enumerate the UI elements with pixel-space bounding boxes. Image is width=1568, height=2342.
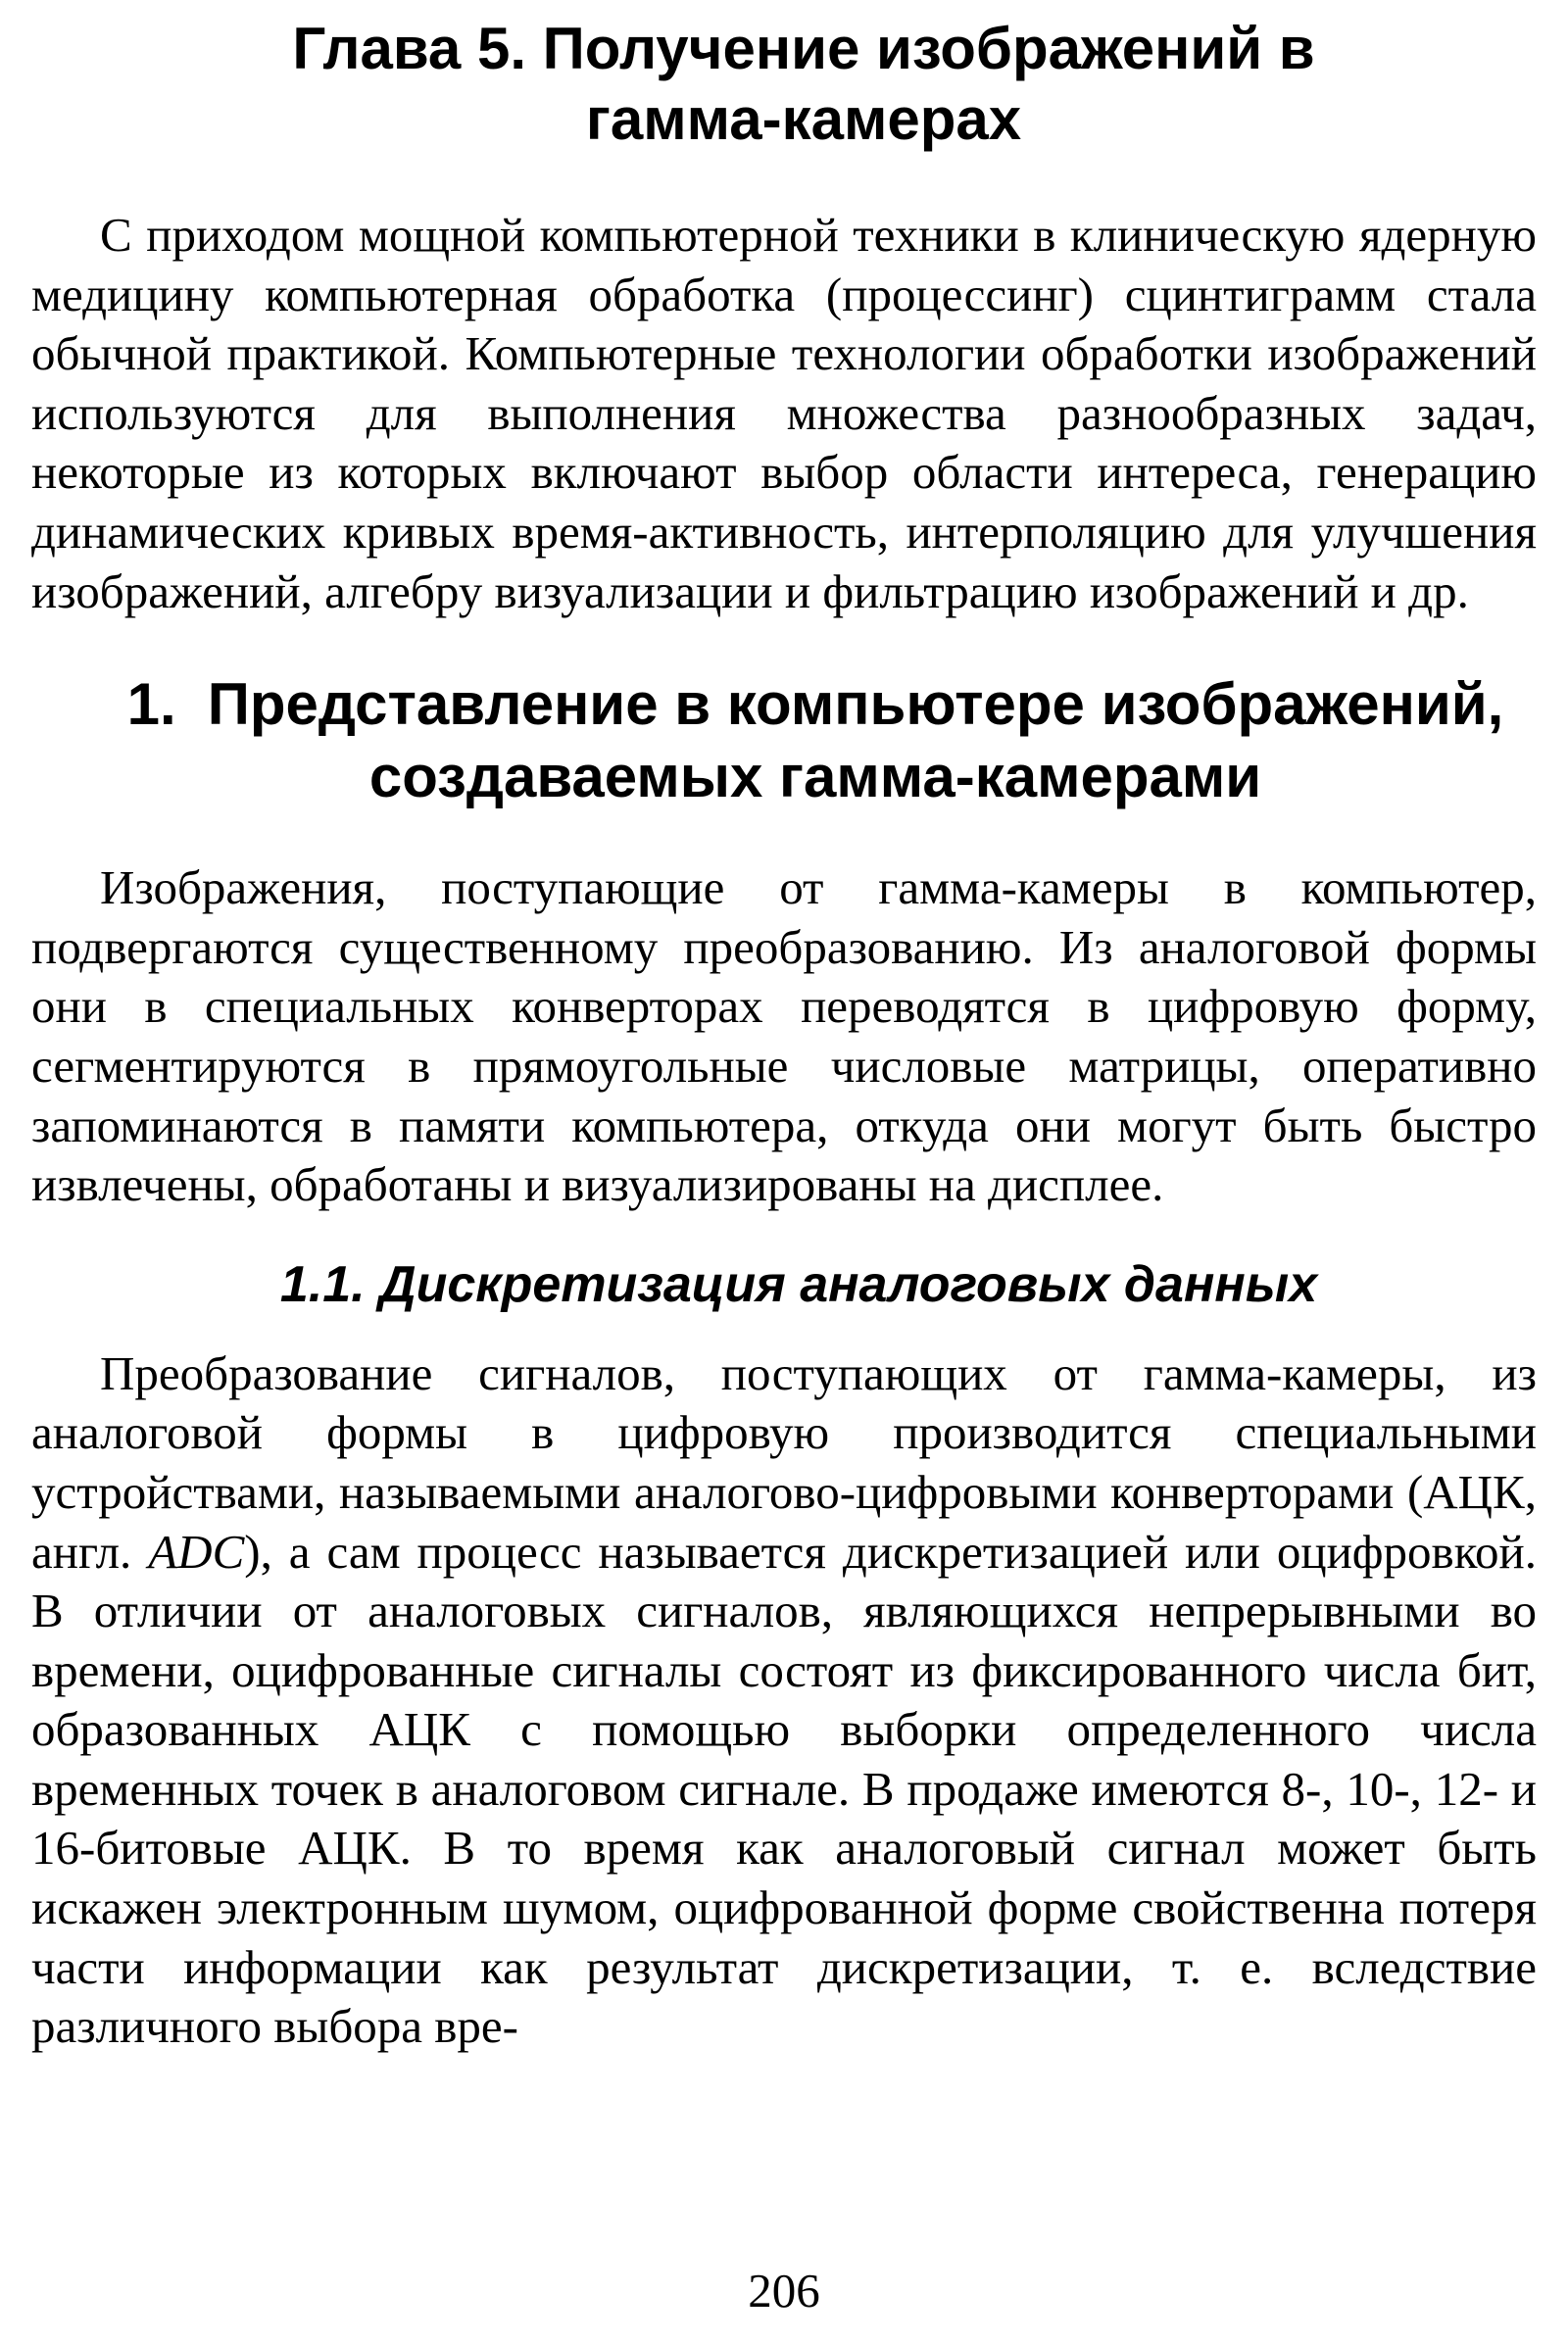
section-1-paragraph: Изображения, поступающие от гамма-камеры в компьютер, подвергаются существенному преобразованию. Из аналоговой формы они в специальных конверторах переводятся в цифровую форму, сегментируются в прямоугольные числовые матрицы, оперативно запоминаются в памяти компьютера, откуда они могут быть быстро извлечены, обработаны и визуализированы на дисплее.	[31, 860, 1537, 1212]
page-number: 206	[748, 2264, 820, 2318]
section-title: Представление в компьютере изображений, создаваемых гамма-камерами	[207, 671, 1504, 810]
subsection-title: 1.1. Дискретизация аналоговых данных	[279, 1255, 1318, 1313]
subsection-1-1-paragraph	[31, 1344, 1537, 2057]
intro-paragraph: С приходом мощной компьютерной техники в клиническую ядерную медицину компьютерная обработка (процессинг) сцинтиграмм стала обычной практикой. Компьютерные технологии обработки изображений используются для выполнения множества разнообразных задач, некоторые из которых включают выбор области интереса, генерацию динамических кривых время-активность, интерполяцию для улучшения изображений, алгебру визуализации и фильтрацию изображений и др.	[31, 208, 1537, 618]
section-heading	[31, 668, 1537, 813]
document-page	[31, 0, 1537, 2342]
chapter-title: Глава 5. Получение изображений в гамма-камерах	[292, 16, 1315, 152]
paragraph-text-before-term: Преобразование сигналов, поступающих от гамма-камеры, из аналоговой формы в цифровую производится специальными устройствами, называемыми аналогово-цифровыми конверторами (АЦК, англ.	[31, 1345, 1537, 1579]
section-number: 1.	[126, 671, 176, 738]
term-adc: ADC	[148, 1524, 245, 1579]
paragraph-text-after-term: ), а сам процесс называется дискретизацией или оцифровкой. В отличии от аналоговых сигналов, являющихся непрерывными во времени, оцифрованные сигналы состоят из фиксированного числа бит, образованных АЦК с помощью выборки определенного числа временных точек в аналоговом сигнале. В продаже имеются 8-, 10-, 12- и 16-битовые АЦК. В то время как аналоговый сигнал может быть искажен электронным шумом, оцифрованной форме свойственна потеря части информации как результат дискретизации, т. е. вследствие различного выбора вре-	[31, 1524, 1537, 2054]
